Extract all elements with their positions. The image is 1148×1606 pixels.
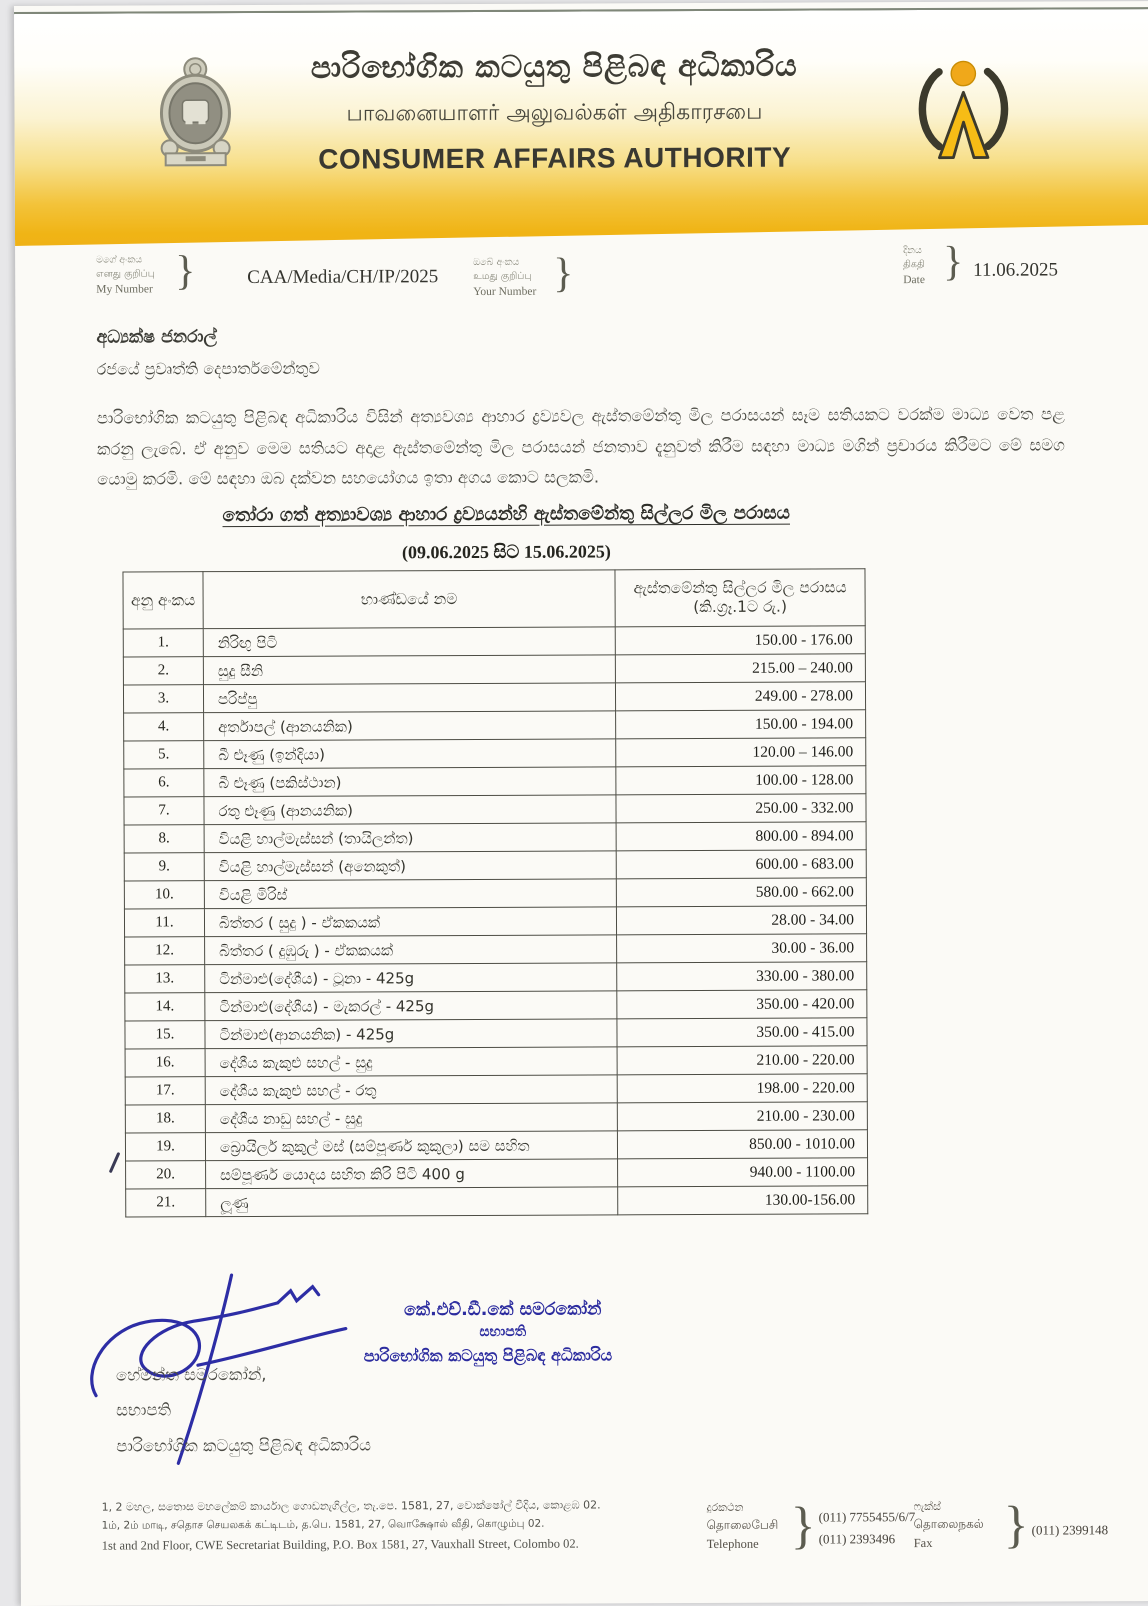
row-serial: 17.	[125, 1077, 205, 1105]
table-row	[125, 1102, 867, 1133]
addressee-title: අධ්‍යක්ෂ ජනරාල්	[96, 327, 217, 348]
row-serial: 9.	[124, 853, 204, 881]
table-row	[125, 934, 867, 965]
row-serial: 21.	[126, 1189, 206, 1217]
row-price-range: 28.00 - 34.00	[616, 906, 866, 935]
your-number-label-en: Your Number	[473, 285, 537, 298]
addressee-department: රජයේ ප්‍රවෘත්ති දෙපාර්තමේන්තුව	[96, 358, 320, 379]
row-price-range: 350.00 - 415.00	[617, 1018, 867, 1047]
row-serial: 1.	[123, 629, 203, 657]
table-row	[124, 906, 866, 937]
fax-numbers	[1032, 1519, 1109, 1541]
col-header-item-name: භාණ්ඩයේ නම	[203, 570, 615, 629]
row-item-name: දේශීය නාඩු සහල් - සුදු	[205, 1103, 617, 1133]
row-item-name: ලූණු	[206, 1187, 618, 1217]
row-serial: 3.	[123, 685, 203, 713]
your-number-label-si: ඔබේ අංකය	[473, 256, 520, 268]
row-price-range: 150.00 - 176.00	[615, 626, 865, 655]
row-price-range: 350.00 - 420.00	[617, 990, 867, 1019]
row-item-name: ටින්මාළු(ආනයනික) - 425g	[205, 1019, 617, 1049]
table-row	[126, 1158, 868, 1189]
row-item-name: අර්තාපල් (ආනයනික)	[204, 711, 616, 741]
row-item-name: රතු ළූණු (ආනයනික)	[204, 795, 616, 825]
row-item-name: දේශීය කැකුළු සහල් - රතු	[205, 1075, 617, 1105]
signatory-name: හේමන්ත සමරකෝන්,	[115, 1364, 267, 1385]
stamp-organization: පාරිභෝගික කටයුතු පිළිබඳ අධිකාරිය	[363, 1345, 613, 1366]
row-serial: 11.	[124, 909, 204, 937]
table-row	[124, 738, 866, 769]
fax-labels	[914, 1498, 984, 1553]
col-header-price-range: ඇස්තමේන්තු සිල්ලර මිල පරාසය (කි.ග්‍රෑ.1ට රු.)	[615, 569, 865, 627]
row-serial: 13.	[125, 965, 205, 993]
caa-person-logo-icon	[907, 50, 1020, 174]
row-serial: 5.	[124, 741, 204, 769]
row-serial: 16.	[125, 1049, 205, 1077]
table-row	[124, 822, 866, 853]
table-row	[125, 1046, 867, 1077]
telephone-number-2: (011) 2393496	[818, 1531, 896, 1547]
address-sinhala: 1, 2 මහල, සතොස මහලේකම් කාර්යාල ගොඩනැගිල්ල, තැ.පෙ. 1581, 27, වොක්ෂෝල් වීදිය, කොළඹ 02.	[101, 1498, 601, 1514]
row-item-name: වියළි මිරිස්	[204, 879, 616, 909]
row-price-range: 130.00-156.00	[618, 1186, 868, 1215]
row-item-name: පරිප්පු	[203, 683, 615, 713]
row-serial: 14.	[125, 993, 205, 1021]
pen-mark	[109, 1152, 121, 1173]
table-row	[125, 962, 867, 993]
telephone-numbers	[819, 1506, 916, 1551]
row-serial: 7.	[124, 797, 204, 825]
row-item-name: බී ළූණු (ඉන්දියා)	[204, 739, 616, 769]
org-title-english: CONSUMER AFFAIRS AUTHORITY	[318, 141, 792, 175]
your-number-label	[473, 256, 536, 300]
row-price-range: 249.00 - 278.00	[615, 682, 865, 711]
your-number-label-ta: உமது குறிப்பு	[473, 270, 532, 282]
table-row	[125, 1018, 867, 1049]
telephone-brace: }	[790, 1497, 816, 1555]
table-row	[125, 1074, 867, 1105]
table-row	[124, 794, 866, 825]
row-serial: 12.	[125, 937, 205, 965]
fax-block	[913, 1496, 1109, 1554]
row-item-name: බ්‍රොයිලර් කුකුල් මස් (සම්පූර්ණ කුකුලා) සම සහිත	[205, 1131, 617, 1161]
date-label-si: දිනය	[903, 245, 922, 257]
row-item-name: දේශීය කැකුළු සහල් - සුදු	[205, 1047, 617, 1077]
row-item-name: බී ළූණු (පකිස්ථාන)	[204, 767, 616, 797]
chairman-stamp	[338, 1299, 668, 1366]
price-table	[122, 568, 868, 1217]
signatory-block	[116, 1356, 371, 1464]
address-english: 1st and 2nd Floor, CWE Secretariat Building, P.O. Box 1581, 27, Vauxhall Street, Colombo 02.	[101, 1536, 579, 1553]
telephone-label-en: Telephone	[706, 1536, 759, 1551]
row-item-name: වියළි හාල්මැස්සන් (අනෙකුත්)	[204, 851, 616, 881]
fax-label-en: Fax	[913, 1535, 933, 1550]
date-label-ta: திகதி	[903, 258, 925, 270]
row-serial: 19.	[125, 1133, 205, 1161]
row-serial: 6.	[124, 769, 204, 797]
scanned-page	[14, 1, 1148, 1606]
row-serial: 4.	[124, 713, 204, 741]
row-serial: 15.	[125, 1021, 205, 1049]
row-item-name: බිත්තර ( දුඹුරු ) - ඒකකයක්	[205, 935, 617, 965]
date-label-en: Date	[903, 273, 925, 286]
stamp-designation: සභාපති	[479, 1323, 527, 1340]
row-price-range: 580.00 - 662.00	[616, 878, 866, 907]
price-table-title: තෝරා ගත් අත්‍යාවශ්‍ය ආහාර ද්‍රව්‍යයන්හි ඇස්තමේන්තු සිල්ලර මිල පරාසය	[222, 502, 791, 527]
table-row	[124, 878, 866, 909]
fax-label-si: ෆැක්ස්	[913, 1499, 941, 1514]
row-item-name: ටින්මාළු(දේශීය) - ටූනා - 425g	[205, 963, 617, 993]
row-price-range: 30.00 - 36.00	[617, 934, 867, 963]
date-label	[903, 244, 925, 288]
row-price-range: 250.00 - 332.00	[616, 794, 866, 823]
row-price-range: 100.00 - 128.00	[616, 766, 866, 795]
table-row	[125, 1130, 867, 1161]
telephone-number-1: (011) 7755455/6/7	[818, 1509, 916, 1525]
col-header-serial: අනු අංකය	[123, 572, 203, 629]
table-row	[126, 1186, 868, 1217]
my-number-label	[96, 253, 155, 297]
telephone-label-ta: தொலைபேசி	[706, 1517, 779, 1533]
price-table-date-range: (09.06.2025 සිට 15.06.2025)	[401, 541, 611, 563]
footer-address	[102, 1495, 601, 1557]
my-number-label-en: My Number	[96, 282, 153, 296]
org-title-tamil: பாவனையாளர் அலுவல்கள் அதிகாரசபை	[346, 99, 763, 127]
row-serial: 20.	[126, 1161, 206, 1189]
table-row	[124, 850, 866, 881]
telephone-block	[706, 1497, 916, 1555]
row-price-range: 210.00 - 230.00	[617, 1102, 867, 1131]
table-row	[123, 682, 865, 713]
fax-label-ta: தொலைநகல்	[913, 1516, 984, 1532]
fax-brace: }	[1003, 1496, 1029, 1554]
row-price-range: 600.00 - 683.00	[616, 850, 866, 879]
row-price-range: 850.00 - 1010.00	[617, 1130, 867, 1159]
row-serial: 18.	[125, 1105, 205, 1133]
signatory-organization: පාරිභෝගික කටයුතු පිළිබඳ අධිකාරිය	[116, 1435, 372, 1456]
row-serial: 8.	[124, 825, 204, 853]
my-number-brace: }	[175, 248, 196, 295]
row-price-range: 215.00 – 240.00	[615, 654, 865, 683]
row-item-name: සම්පූර්ණ යොදය සහිත කිරි පිටි 400 g	[206, 1159, 618, 1189]
table-row	[124, 710, 866, 741]
date-brace: }	[943, 238, 964, 285]
signatory-designation: සභාපති	[116, 1400, 172, 1421]
row-price-range: 120.00 – 146.00	[616, 738, 866, 767]
table-row	[124, 766, 866, 797]
row-price-range: 210.00 - 220.00	[617, 1046, 867, 1075]
row-item-name: සුදු සීනි	[203, 655, 615, 685]
row-item-name: නිරිඟු පිටි	[203, 627, 615, 657]
my-number-value: CAA/Media/CH/IP/2025	[247, 266, 439, 288]
row-price-range: 198.00 - 220.00	[617, 1074, 867, 1103]
telephone-label-si: දුරකථන	[706, 1500, 744, 1514]
row-item-name: ටින්මාළු(දේශීය) - මැකරල් - 425g	[205, 991, 617, 1021]
sri-lanka-emblem-icon	[149, 53, 242, 173]
letterhead-titles	[244, 48, 865, 176]
row-price-range: 330.00 - 380.00	[617, 962, 867, 991]
telephone-labels	[707, 1499, 779, 1554]
date-value: 11.06.2025	[973, 259, 1059, 281]
letter-body-paragraph: පාරිභෝගික කටයුතු පිළිබඳ අධිකාරිය විසින් අත්‍යවශ්‍ය ආහාර ද්‍රව්‍යවල ඇස්තමේන්තු මිල පරාසයන් සෑම සතියකට වරක්ම මාධ්‍ය වෙත පළ කරනු ලැබේ. ඒ අනුව මෙම සතියට අදාළ ඇස්තමේන්තු මිල පරාසයන් ජනතාව දැනුවත් කිරීම සඳහා මාධ්‍ය මගින් ප්‍රචාරය කිරීමට මේ සමග යොමු කරමි. මේ සඳහා ඔබ දක්වන සහයෝගය ඉතා අගය කොට සලකමි.	[96, 404, 1065, 489]
reference-row	[15, 238, 1148, 326]
table-row	[123, 626, 865, 657]
table-row	[125, 990, 867, 1021]
fax-number: (011) 2399148	[1031, 1522, 1109, 1538]
your-number-brace: }	[553, 250, 574, 297]
row-item-name: වියළි හාල්මැස්සන් (තායිලන්ත)	[204, 823, 616, 853]
stamp-name: කේ.එච්.ඩී.කේ සමරකෝන්	[403, 1299, 602, 1321]
my-number-label-si: මගේ අංකය	[96, 254, 143, 266]
table-header-row	[123, 569, 865, 629]
row-serial: 2.	[123, 657, 203, 685]
address-tamil: 1ம், 2ம் மாடி, சதொச செயலகக் கட்டிடம், த.பெ. 1581, 27, வொக்ஷோல் வீதி, கொழும்பு 02.	[101, 1517, 545, 1532]
row-price-range: 800.00 - 894.00	[616, 822, 866, 851]
row-price-range: 150.00 - 194.00	[616, 710, 866, 739]
row-item-name: බිත්තර ( සුදු ) - ඒකකයක්	[204, 907, 616, 937]
table-row	[123, 654, 865, 685]
row-price-range: 940.00 - 1100.00	[618, 1158, 868, 1187]
my-number-label-ta: எனது குறிப்பு	[96, 268, 155, 280]
row-serial: 10.	[124, 881, 204, 909]
org-title-sinhala: පාරිභෝගික කටයුතු පිළිබඳ අධිකාරිය	[310, 48, 798, 86]
addressee-block	[96, 327, 320, 380]
